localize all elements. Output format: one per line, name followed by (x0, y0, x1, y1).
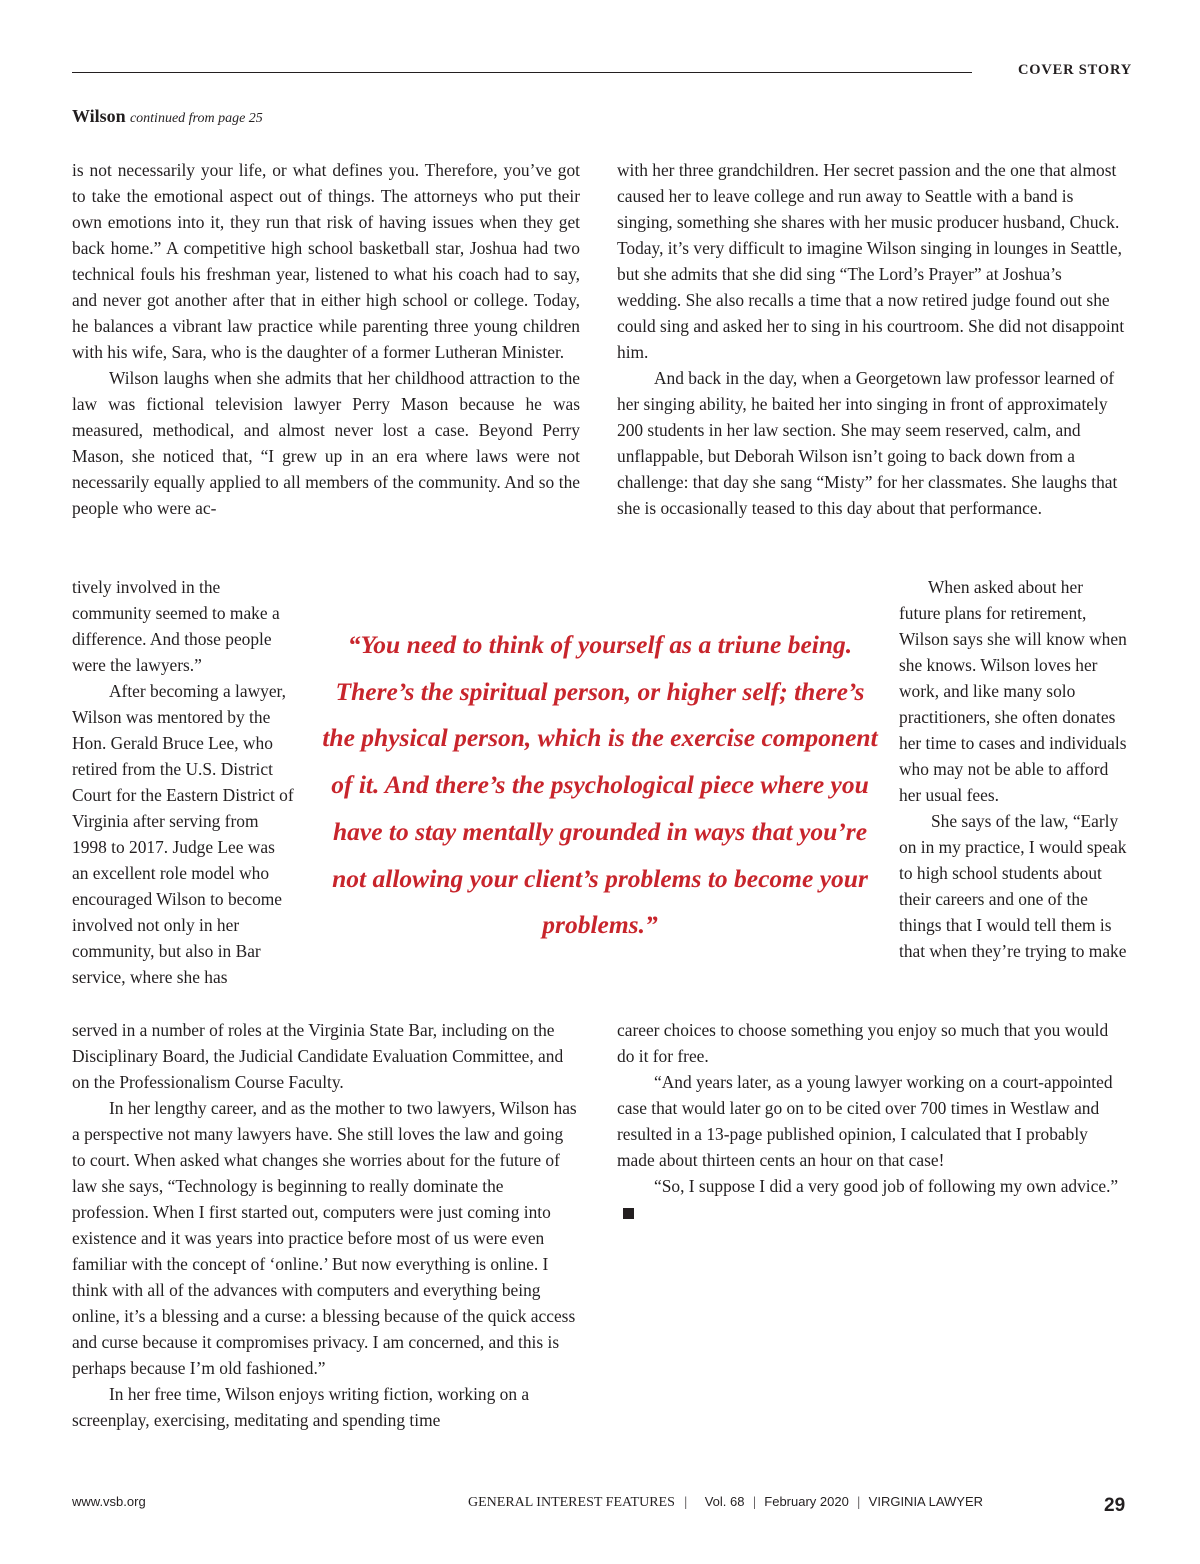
end-of-article-mark (623, 1208, 634, 1219)
paragraph: When asked about her future plans for retirement, Wilson says she will know when she knows. Wilson loves her work, and like many solo practitioners, she often donates her time to cases and individuals who may not be able to afford her usual fees. (899, 577, 1127, 805)
paragraph: served in a number of roles at the Virginia State Bar, including on the Disciplinary Board, the Judicial Candidate Evaluation Committee, and on the Professionalism Course Faculty. (72, 1020, 564, 1092)
paragraph (617, 1173, 1127, 1225)
right-column-narrow (899, 574, 1127, 964)
right-column-top (617, 157, 1127, 521)
footer-separator: | (684, 1495, 688, 1510)
paragraph: with her three grandchildren. Her secret passion and the one that almost caused her to leave college and run away to Seattle with a band is singing, something she shares with her music producer husband, Chuck. Today, it’s very difficult to imagine Wilson singing in lounges in Seattle, but she admits that she did sing “The Lord’s Prayer” at Joshua’s wedding. She also recalls a time that a now retired judge found out she could sing and asked her to sing in his courtroom. She did not disappoint him. (617, 160, 1125, 362)
footer-publication: VIRGINIA LAWYER (868, 1494, 984, 1509)
paragraph: In her free time, Wilson enjoys writing fiction, working on a screenplay, exercising, meditating and spending time (72, 1384, 530, 1430)
paragraph: career choices to choose something you enjoy so much that you would do it for free. (617, 1020, 1109, 1066)
jump-name: Wilson (72, 106, 126, 126)
footer-separator: | (752, 1495, 756, 1510)
pull-quote: “You need to think of yourself as a triune being. There’s the spiritual person, or higher self; there’s the physical person, which is the exercise component of it. And there’s the psychological piece where you have to stay mentally grounded in ways that you’re not allowing your client’s problems to become your problems.” (322, 630, 878, 940)
paragraph: After becoming a lawyer, Wilson was mentored by the Hon. Gerald Bruce Lee, who retired from the U.S. District Court for the Eastern District of Virginia after serving from 1998 to 2017. Judge Lee was an excellent role model who encouraged Wilson to become involved not only in her community, but also in Bar service, where she has (72, 681, 294, 987)
paragraph: tively involved in the community seemed to make a difference. And those people were the lawyers.” (72, 577, 280, 675)
right-column-bottom (617, 1017, 1127, 1225)
left-column-bottom (72, 1017, 580, 1433)
footer-issue-line (468, 1494, 983, 1511)
paragraph: Wilson laughs when she admits that her childhood attraction to the law was fictional television lawyer Perry Mason because he was measured, methodical, and almost never lost a case. Beyond Perry Mason, she noticed that, “I grew up in an era where laws were not necessarily equally applied to all members of the community. And so the people who were ac- (72, 368, 580, 518)
closing-text: “So, I suppose I did a very good job of following my own advice.” (654, 1176, 1119, 1196)
footer-section: GENERAL INTEREST FEATURES (468, 1495, 675, 1510)
paragraph: is not necessarily your life, or what defines you. Therefore, you’ve got to take the emotional aspect out of things. The attorneys who put their own emotions into it, they run that risk of having issues when they get back home.” A competitive high school basketball star, Joshua had two technical fouls his freshman year, listened to what his coach had to say, and never got another after that in either high school or college. Today, he balances a vibrant law practice while parenting three young children with his wife, Sara, who is the daughter of a former Lutheran Minister. (72, 160, 580, 362)
header-rule (72, 72, 972, 73)
paragraph: “And years later, as a young lawyer working on a court-appointed case that would later go on to be cited over 700 times in Westlaw and resulted in a 13-page published opinion, I calculated that I probably made about thirteen cents an hour on that case! (617, 1072, 1113, 1170)
footer-website[interactable]: www.vsb.org (72, 1494, 146, 1509)
footer-date: February 2020 (764, 1494, 849, 1509)
footer-separator: | (857, 1495, 861, 1510)
left-column-top (72, 157, 580, 521)
paragraph: And back in the day, when a Georgetown law professor learned of her singing ability, he baited her into singing in front of approximately 200 students in her law section. She may seem reserved, calm, and unflappable, but Deborah Wilson isn’t going to back down from a challenge: that day she sang “Misty” for her classmates. She laughs that she is occasionally teased to this day about that performance. (617, 368, 1118, 518)
left-column-narrow (72, 574, 294, 990)
section-label: COVER STORY (1018, 62, 1132, 78)
paragraph: In her lengthy career, and as the mother to two lawyers, Wilson has a perspective not many lawyers have. She still loves the law and going to court. When asked what changes she worries about for the future of law she says, “Technology is beginning to really dominate the profession. When I first started out, computers were just coming into existence and it was years into practice before most of us were even familiar with the concept of ‘online.’ But now everything is online. I think with all of the advances with computers and everything being online, it’s a blessing and a curse: a blessing because of the quick access and curse because it compromises privacy. I am concerned, and this is perhaps because I’m old fashioned.” (72, 1098, 577, 1378)
jump-text: continued from page 25 (129, 111, 263, 126)
paragraph: She says of the law, “Early on in my practice, I would speak to high school students about their careers and one of the things that I would tell them is that when they’re trying to make (899, 811, 1127, 961)
page-number: 29 (1104, 1495, 1126, 1516)
jump-line (72, 106, 263, 127)
footer-volume: Vol. 68 (704, 1494, 745, 1509)
